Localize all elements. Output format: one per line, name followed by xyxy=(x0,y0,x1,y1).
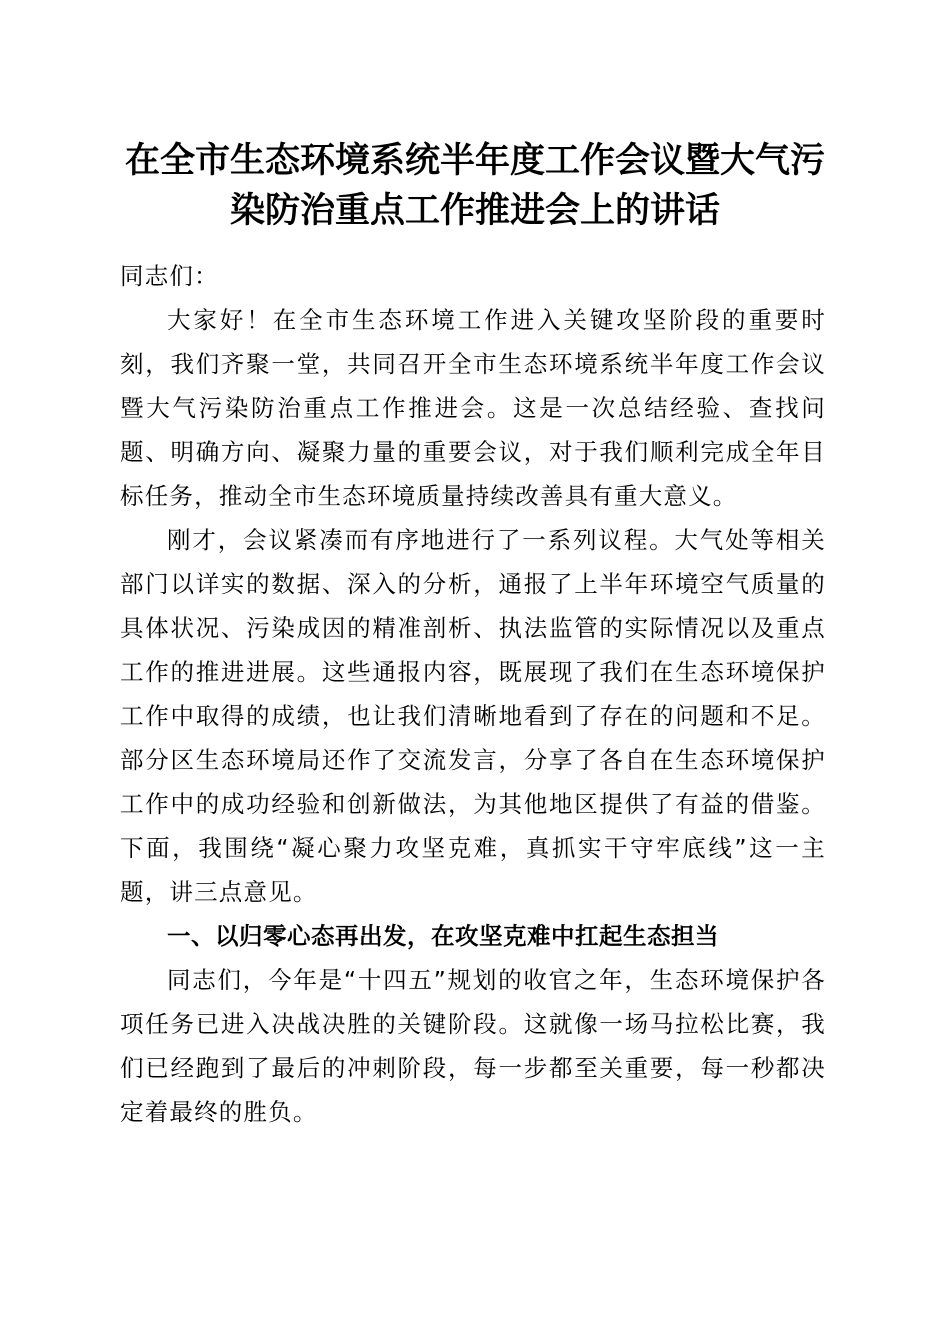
title-line-2: 染防治重点工作推进会上的讲话 xyxy=(229,190,720,231)
section-paragraph: 同志们，今年是“十四五”规划的收官之年，生态环境保护各项任务已进入决战决胜的关键阶段。这就像一场马拉松比赛，我们已经跑到了最后的冲刺阶段，每一步都至关重要，每一秒都决定着最终的胜负。 xyxy=(120,966,826,1126)
speech-body xyxy=(120,254,826,1134)
agenda-paragraph: 刚才，会议紧凑而有序地进行了一系列议程。大气处等相关部门以详实的数据、深入的分析，通报了上半年环境空气质量的具体状况、污染成因的精准剖析、执法监管的实际情况以及重点工作的推进进展。这些通报内容，既展现了我们在生态环境保护工作中取得的成绩，也让我们清晰地看到了存在的问题和不足。部分区生态环境局还作了交流发言，分享了各自在生态环境保护工作中的成功经验和创新做法，为其他地区提供了有益的借鉴。下面，我围绕“凝心聚力攻坚克难，真抓实干守牢底线”这一主题，讲三点意见。 xyxy=(120,526,826,906)
opening-paragraph: 大家好！在全市生态环境工作进入关键攻坚阶段的重要时刻，我们齐聚一堂，共同召开全市生态环境系统半年度工作会议暨大气污染防治重点工作推进会。这是一次总结经验、查找问题、明确方向、凝聚力量的重要会议，对于我们顺利完成全年目标任务，推动全市生态环境质量持续改善具有重大意义。 xyxy=(120,306,826,510)
salutation: 同志们： xyxy=(120,262,219,290)
document-title xyxy=(100,136,850,236)
section-heading: 一、以归零心态再出发，在攻坚克难中扛起生态担当 xyxy=(167,922,719,950)
title-line-1: 在全市生态环境系统半年度工作会议暨大气污 xyxy=(124,140,825,181)
